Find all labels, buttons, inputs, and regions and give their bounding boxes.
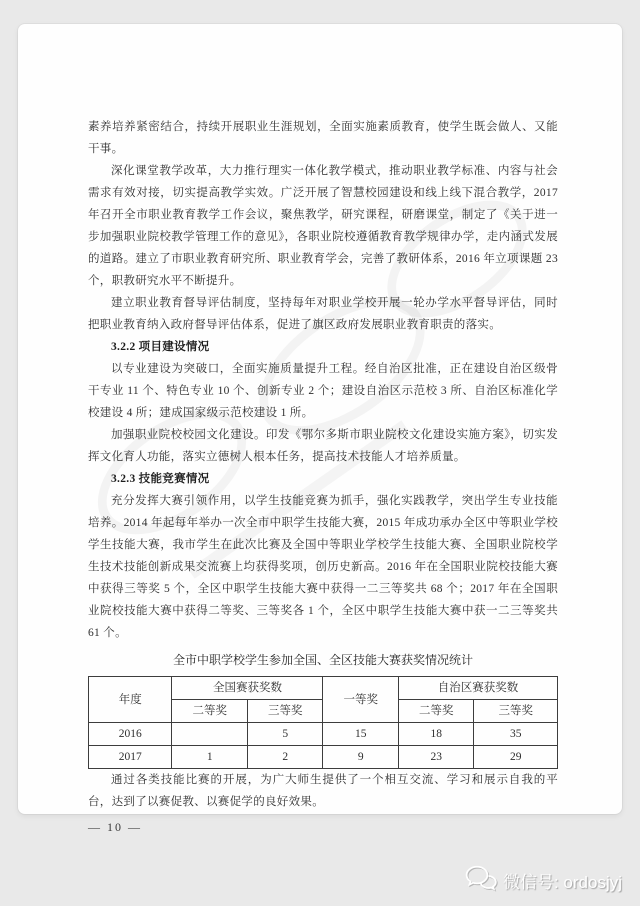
table-header-row [89,677,558,700]
table-row [89,723,558,746]
wechat-watermark [465,865,622,896]
body-paragraph: 深化课堂教学改革，大力推行理实一体化教学模式，推动职业教学标准、内容与社会需求有效对接，切实提高教学实效。广泛开展了智慧校园建设和线上线下混合教学，2017 年召开全市职业教育教学工作会议，聚焦教学，研究课程，研磨课堂，制定了《关于进一步加强职业院校教学管理工作的意见》，各职业院校遵循教育教学规律办学，走内涵式发展的道路。建立了市职业教育研究所、职业教育学会，完善了教研体系，2016 年立项课题 23 个，职教研究水平不断提升。 [88,165,558,287]
table-cell: 2 [247,746,323,769]
page-content [88,116,558,835]
awards-table [88,676,558,769]
section-heading-322: 3.2.2 项目建设情况 [111,341,210,353]
table-row [89,746,558,769]
table-cell: 23 [398,746,474,769]
table-cell: 1 [172,746,248,769]
body-paragraph: 充分发挥大赛引领作用，以学生技能竞赛为抓手，强化实践教学，突出学生专业技能培养。2014 年起每年举办一次全市中职学生技能大赛，2015 年成功承办全区中等职业学校学生技能大赛，我市学生在此次比赛及全国中等职业学校学生技能大赛、全国职业院校学生技术技能创新成果交流赛上均获得奖项，创历史新高。2016 年在全国职业院校技能大赛中获得三等奖 5 个，全区中职学生技能大赛中获得一二三等奖共 68 个；2017 年在全国职业院校技能大赛中获得二等奖、三等奖各 1 个，全区中职学生技能大赛中获一二三等奖共 61 个。 [88,495,558,639]
section-heading-323: 3.2.3 技能竞赛情况 [111,473,210,485]
body-paragraph: 素养培养紧密结合，持续开展职业生涯规划，全面实施素质教育，使学生既会做人、又能干事。 [88,121,558,155]
body-paragraph: 通过各类技能比赛的开展，为广大师生提供了一个相互交流、学习和展示自我的平台，达到了以赛促教、以赛促学的良好效果。 [88,774,558,808]
body-paragraph: 建立职业教育督导评估制度，坚持每年对职业学校开展一轮办学水平督导评估，同时把职业教育纳入政府督导评估体系，促进了旗区政府发展职业教育职责的落实。 [88,297,558,331]
table-cell: 29 [474,746,558,769]
table-cell: 35 [474,723,558,746]
table-header-national-group: 全国赛获奖数 [172,677,323,700]
wechat-icon [465,865,497,896]
table-header-first-prize: 一等奖 [323,677,399,723]
page-number: — 10 — [88,820,142,834]
table-cell-year: 2017 [89,746,172,769]
document-page [18,24,622,834]
wechat-id-label: 微信号: ordosjyj [502,873,622,892]
table-cell-year: 2016 [89,723,172,746]
table-cell [172,723,248,746]
table-header-cell: 二等奖 [398,700,474,723]
body-paragraph: 以专业建设为突破口，全面实施质量提升工程。经自治区批准，正在建设自治区级骨干专业 11 个、特色专业 10 个、创新专业 2 个；建设自治区示范校 3 所、自治区标准化学校建设 4 所；建成国家级示范校建设 1 所。 [88,363,558,419]
table-cell: 15 [323,723,399,746]
table-cell: 9 [323,746,399,769]
table-title: 全市中职学校学生参加全国、全区技能大赛获奖情况统计 [172,653,473,667]
table-header-region-group: 自治区赛获奖数 [398,677,557,700]
table-header-cell: 三等奖 [474,700,558,723]
table-header-year: 年度 [89,677,172,723]
table-header-cell: 二等奖 [172,700,248,723]
body-paragraph: 加强职业院校校园文化建设。印发《鄂尔多斯市职业院校文化建设实施方案》，切实发挥文化育人功能，落实立德树人根本任务，提高技术技能人才培养质量。 [88,429,558,463]
table-cell: 18 [398,723,474,746]
table-header-cell: 三等奖 [247,700,323,723]
table-cell: 5 [247,723,323,746]
